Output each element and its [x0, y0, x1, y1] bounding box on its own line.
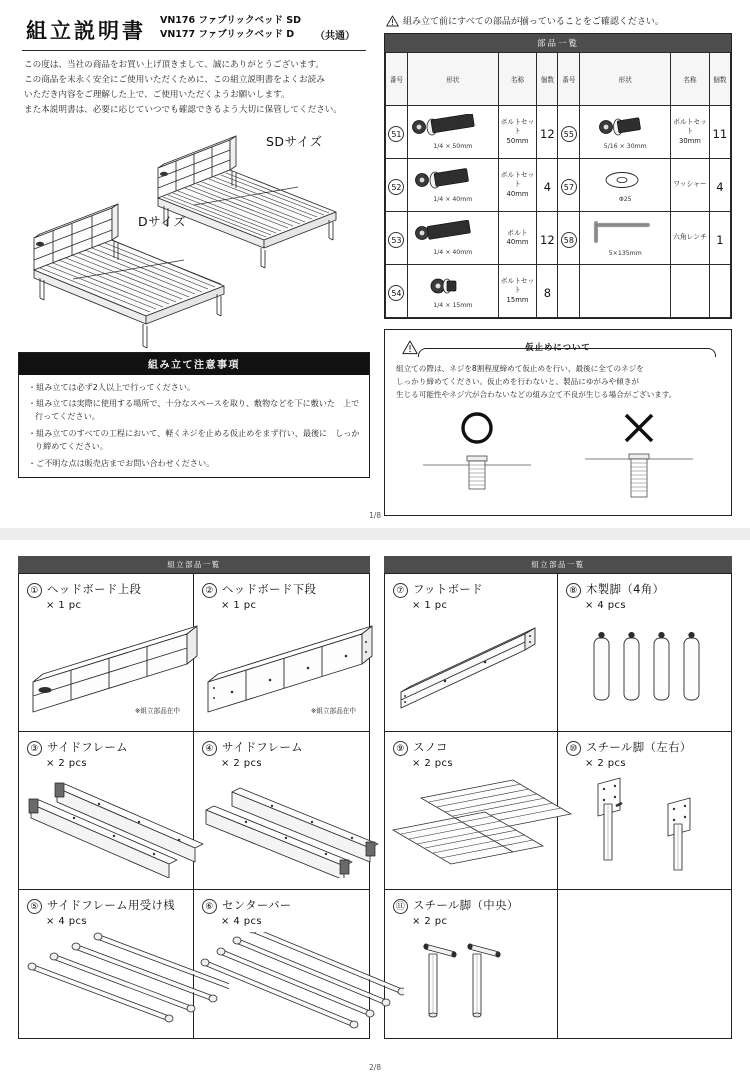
- part-shape-cell: [407, 159, 498, 212]
- caution-line-1: 組立ての際は、ネジを8割程度締めて仮止めを行い、最後に全てのネジを: [396, 364, 644, 373]
- center-bars-art: [194, 932, 369, 1044]
- intro-line-3: いただき内容をご理解した上で、ご使用いただくようお願いします。: [24, 89, 290, 100]
- common-tag: （共通）: [315, 30, 356, 42]
- part-number-badge: 58: [561, 232, 577, 248]
- part-index: ②: [202, 583, 217, 598]
- manual-page-2: [0, 540, 750, 1080]
- part-index: ⑨: [393, 741, 408, 756]
- side-frame-b-art: [194, 774, 369, 886]
- table-row: [386, 159, 731, 212]
- part-label: サイドフレーム用受け桟: [47, 898, 176, 912]
- steel-leg-center-icon: [385, 932, 575, 1032]
- th-name-left: 名称: [498, 53, 537, 106]
- part-name-cell: [498, 212, 537, 265]
- note-item: ・組み立ては必ず2人以上で行ってください。: [28, 381, 196, 392]
- part-quantity: × 1 pc: [221, 600, 257, 611]
- part-number-cell: [558, 106, 580, 159]
- parts-grid-title-right: 組立部品一覧: [384, 556, 732, 573]
- part-number-cell: [386, 106, 408, 159]
- washer-icon: [580, 167, 664, 191]
- part-number-badge: 53: [388, 232, 404, 248]
- center-bars-icon: [194, 932, 404, 1032]
- part-shape-cell: [407, 265, 498, 318]
- part-shape-cell: [580, 212, 671, 265]
- intro-line-2: この商品を末永く安全にご使用いただくために、この組立説明書をよくお読み: [24, 74, 325, 85]
- part-label: ヘッドボード上段: [47, 582, 142, 596]
- part-index: ⑪: [393, 899, 408, 914]
- page1-left-column: [18, 14, 370, 516]
- support-rails-art: [19, 932, 193, 1044]
- part-quantity: × 2 pcs: [585, 758, 626, 769]
- intro-text: [18, 58, 370, 118]
- document-header: [18, 14, 370, 45]
- part-name-sub: 15mm: [506, 295, 529, 304]
- part-qty-cell: [709, 159, 730, 212]
- part-cell-heading: [566, 581, 723, 598]
- part-name: ボルトセット: [500, 118, 535, 136]
- part-number-badge: 54: [388, 285, 404, 301]
- part-qty-cell-empty: [709, 265, 730, 318]
- part-cell-empty: [558, 890, 731, 1038]
- parts-grid-row: [19, 890, 369, 1038]
- caution-body: [396, 362, 720, 401]
- part-name-cell-empty: [671, 265, 710, 318]
- confirm-parts-line: [384, 14, 732, 27]
- part-number-badge: 51: [388, 126, 404, 142]
- th-qty-right: 個数: [709, 53, 730, 106]
- table-row: [386, 106, 731, 159]
- ng-cross-icon: [579, 411, 699, 503]
- foot-board-art: [385, 616, 557, 728]
- steel-leg-lr-art: [558, 774, 731, 886]
- part-quantity: × 4 pcs: [585, 600, 626, 611]
- part-name-cell: [671, 106, 710, 159]
- part-shape-cell: [407, 212, 498, 265]
- part-number-cell-empty: [558, 265, 580, 318]
- th-number-right: 番号: [558, 53, 580, 106]
- part-cell-heading: [566, 739, 723, 756]
- part-name: ボルトセット: [500, 171, 535, 189]
- side-frame-a-art: [19, 774, 193, 886]
- ok-circle-icon: [417, 411, 537, 503]
- part-name: ボルトセット: [500, 277, 535, 295]
- part-shape-cell-empty: [580, 265, 671, 318]
- parts-table-header-row: [386, 53, 731, 106]
- caution-title: 仮止めについて: [525, 342, 591, 352]
- part-quantity: × 1 pc: [412, 600, 448, 611]
- part-cell-heading: [27, 739, 185, 756]
- part-cell-9: [385, 732, 558, 890]
- page2-left-grid: [18, 556, 370, 1039]
- part-label: センターバー: [222, 898, 292, 912]
- temporary-fastening-box: [384, 329, 732, 516]
- caution-line-3: 生じる可能性やネジ穴が合わないなどの組み立て不良が生じる場合がございます。: [396, 390, 677, 400]
- part-cell-heading: [202, 581, 361, 598]
- part-cell-heading: [393, 581, 549, 598]
- part-index: ①: [27, 583, 42, 598]
- part-quantity: × 2 pcs: [412, 758, 453, 769]
- part-name: ボルトセット: [673, 118, 707, 136]
- part-number-badge: 52: [388, 179, 404, 195]
- hex-wrench-icon: [580, 219, 664, 245]
- part-label: ヘッドボード下段: [222, 582, 317, 596]
- part-cell-1: [19, 574, 194, 732]
- page1-right-column: [384, 14, 732, 516]
- assembly-notes-title: 組み立て注意事項: [19, 353, 369, 375]
- page2-right-grid: [384, 556, 732, 1039]
- part-cell-8: [558, 574, 731, 732]
- ok-ng-illustrations: [396, 411, 720, 507]
- bed-illustrations: [18, 120, 370, 352]
- part-name: ボルト: [507, 228, 528, 237]
- page-number-1: 1/8: [368, 511, 382, 520]
- part-qty: 12: [540, 126, 555, 141]
- steel-leg-center-art: [385, 932, 557, 1044]
- bolt-stub-icon: [580, 114, 664, 138]
- side-frame-b-icon: [194, 774, 404, 878]
- page-number-2: 2/8: [368, 1063, 382, 1072]
- part-dimension: Φ25: [618, 196, 632, 203]
- part-dimension: 1/4 × 40mm: [433, 249, 473, 256]
- th-shape-left: 形状: [407, 53, 498, 106]
- part-cell-3: [19, 732, 194, 890]
- part-cell-5: [19, 890, 194, 1038]
- part-index: ⑧: [566, 583, 581, 598]
- part-quantity: × 2 pcs: [221, 758, 262, 769]
- part-dimension: 1/4 × 15mm: [433, 302, 473, 309]
- slat-base-icon: [385, 774, 585, 882]
- part-qty: 11: [712, 126, 728, 141]
- part-cell-7: [385, 574, 558, 732]
- part-number-cell: [386, 159, 408, 212]
- part-dimension: 5×135mm: [608, 250, 642, 257]
- bed-diagram-svg: [18, 120, 370, 352]
- part-quantity: × 4 pcs: [46, 916, 87, 927]
- part-cell-heading: [393, 739, 549, 756]
- bolt-long-icon: [408, 114, 492, 138]
- part-name: 六角レンチ: [673, 233, 707, 242]
- part-name-cell: [671, 212, 710, 265]
- wood-legs-art: [558, 616, 731, 728]
- model-line-2: VN177 ファブリックベッド D: [160, 28, 295, 40]
- part-qty-cell: [537, 212, 558, 265]
- bolt-plain-icon: [408, 220, 492, 244]
- part-shape-cell: [407, 106, 498, 159]
- part-qty: 1: [716, 232, 724, 247]
- part-name-sub: 40mm: [506, 189, 529, 198]
- part-number-badge: 57: [561, 179, 577, 195]
- part-label: 木製脚（4角）: [586, 582, 665, 596]
- intro-line-4: また本説明書は、必要に応じていつでも確認できるよう大切に保管してください。: [24, 104, 342, 115]
- part-inside-note: ※組立部品在中: [134, 707, 180, 715]
- assembly-notes-body: [19, 375, 369, 477]
- part-index: ⑤: [27, 899, 42, 914]
- intro-line-1: この度は、当社の商品をお買い上げ頂きまして、誠にありがとうございます。: [24, 59, 324, 70]
- ng-example: [579, 411, 699, 507]
- header-divider: [22, 50, 366, 51]
- part-qty: 8: [543, 285, 552, 300]
- part-name-sub: 30mm: [679, 136, 701, 145]
- part-cell-heading: [202, 739, 361, 756]
- part-inside-note: ※組立部品在中: [310, 707, 356, 715]
- part-name-cell: [671, 159, 710, 212]
- assembly-notes-box: [18, 352, 370, 478]
- part-cell-heading: [202, 897, 361, 914]
- bolt-short-icon: [408, 273, 492, 297]
- th-shape-right: 形状: [580, 53, 671, 106]
- parts-grid-row: [19, 732, 369, 890]
- part-qty-cell: [537, 159, 558, 212]
- part-number-cell: [386, 265, 408, 318]
- part-index: ④: [202, 741, 217, 756]
- headboard-lower-icon: [194, 616, 404, 720]
- part-label: サイドフレーム: [222, 740, 303, 754]
- part-name-sub: 50mm: [506, 136, 529, 145]
- part-qty: 4: [543, 179, 552, 194]
- note-item: ・組み立てのすべての工程において、軽くネジを止める仮止めをまず行い、最後に しっかり締めてください。: [28, 427, 360, 452]
- part-number-cell: [386, 212, 408, 265]
- part-label: スチール脚（中央）: [413, 898, 519, 912]
- part-cell-heading: [27, 897, 185, 914]
- note-item: ・組み立ては実際に使用する場所で、十分なスペースを取り、敷物などを下に敷いた 上で行ってください。: [28, 398, 360, 422]
- part-cell-2: [194, 574, 369, 732]
- th-name-right: 名称: [671, 53, 710, 106]
- part-cell-4: [194, 732, 369, 890]
- part-cell-6: [194, 890, 369, 1038]
- part-cell-11: [385, 890, 558, 1038]
- caution-line-2: しっかり締めてください。仮止めを行わないと、製品にゆがみや傾きが: [396, 377, 639, 387]
- part-label: フットボード: [413, 582, 483, 596]
- part-label: サイドフレーム: [47, 740, 128, 754]
- part-qty-cell: [537, 265, 558, 318]
- model-list: [160, 14, 301, 45]
- bed-sd: [158, 136, 336, 268]
- parts-grid-title-left: 組立部品一覧: [18, 556, 370, 573]
- part-number-cell: [558, 212, 580, 265]
- ok-example: [417, 411, 537, 507]
- part-index: ③: [27, 741, 42, 756]
- part-qty-cell: [709, 212, 730, 265]
- part-number-cell: [558, 159, 580, 212]
- parts-grid-row: [19, 574, 369, 732]
- parts-list-table: [384, 33, 732, 319]
- model-line-1: VN176 ファブリックベッド SD: [160, 15, 302, 26]
- part-number-badge: 55: [561, 126, 577, 142]
- page-title: 組立説明書: [26, 18, 146, 43]
- part-qty-cell: [709, 106, 730, 159]
- part-qty: 4: [716, 179, 724, 194]
- th-qty-left: 個数: [537, 53, 558, 106]
- table-row: [386, 265, 731, 318]
- bolt-med-icon: [408, 167, 492, 191]
- part-index: ⑩: [566, 741, 581, 756]
- part-cell-heading: [393, 897, 549, 914]
- part-index: ⑥: [202, 899, 217, 914]
- part-quantity: × 2 pcs: [46, 758, 87, 769]
- part-shape-cell: [580, 159, 671, 212]
- part-quantity: × 1 pc: [46, 600, 82, 611]
- parts-grid-row: [385, 890, 731, 1038]
- part-shape-cell: [580, 106, 671, 159]
- bed-label-sd: SDサイズ: [266, 133, 323, 149]
- part-name-cell: [498, 106, 537, 159]
- part-name-sub: 40mm: [506, 238, 529, 246]
- warning-triangle-icon: [386, 15, 399, 27]
- part-index: ⑦: [393, 583, 408, 598]
- part-dimension: 5/16 × 30mm: [603, 143, 647, 150]
- manual-page-1: [0, 0, 750, 528]
- part-cell-heading: [27, 581, 185, 598]
- note-item: ・ご不明な点は販売店までお問い合わせください。: [28, 457, 215, 468]
- parts-grid-row: [385, 732, 731, 890]
- part-qty: 12: [540, 232, 555, 247]
- part-dimension: 1/4 × 40mm: [433, 196, 473, 203]
- wood-legs-icon: [558, 616, 748, 720]
- part-label: スノコ: [413, 740, 448, 754]
- confirm-parts-text: 組み立て前にすべての部品が揃っていることをご確認ください。: [403, 17, 664, 27]
- part-name-cell: [498, 159, 537, 212]
- part-name: ワッシャー: [673, 180, 707, 189]
- foot-board-icon: [385, 616, 585, 720]
- bed-label-d: Dサイズ: [138, 213, 187, 229]
- part-qty-cell: [537, 106, 558, 159]
- th-number-left: 番号: [386, 53, 408, 106]
- parts-grid-row: [385, 574, 731, 732]
- steel-leg-lr-icon: [558, 774, 748, 878]
- part-quantity: × 2 pc: [412, 916, 448, 927]
- part-dimension: 1/4 × 50mm: [433, 143, 473, 150]
- parts-list-title: 部品一覧: [385, 34, 731, 52]
- slat-base-art: [385, 774, 557, 886]
- part-name-cell: [498, 265, 537, 318]
- bed-d: [34, 204, 224, 348]
- part-label: スチール脚（左右）: [586, 740, 692, 754]
- part-quantity: × 4 pcs: [221, 916, 262, 927]
- table-row: [386, 212, 731, 265]
- part-cell-10: [558, 732, 731, 890]
- caution-header: [396, 340, 720, 357]
